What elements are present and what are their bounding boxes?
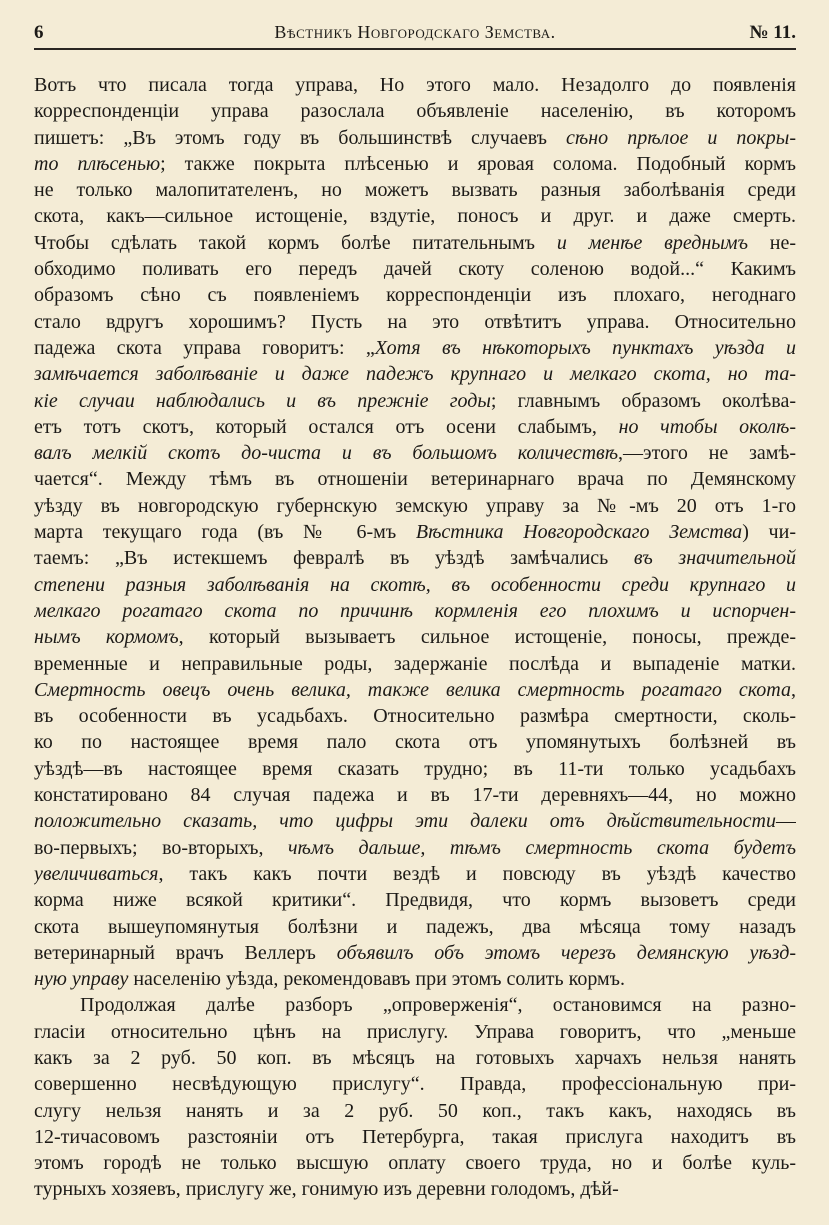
text-line	[34, 309, 796, 335]
italic-text-span: и менѣе вреднымъ	[556, 231, 748, 254]
text-span: турныхъ хозяевъ, прислугу же, гонимую изъ деревни голодомъ, дѣй-	[34, 1178, 619, 1201]
text-span: пишетъ: „Въ этомъ году въ большинствѣ случаевъ	[34, 126, 567, 149]
text-line	[34, 98, 796, 124]
text-span: ,	[791, 678, 796, 701]
italic-text-span: Смертность овецъ очень велика, также велика смертность рогатаго скота	[34, 678, 791, 701]
text-line	[34, 282, 796, 308]
text-span: скота вышеупомянутыя болѣзни и падежъ, два мѣсяца тому назадъ	[34, 915, 796, 938]
italic-text-span: нымъ кормомъ	[34, 626, 179, 649]
italic-text-span: кіе случаи наблюдались и въ прежніе годы	[34, 389, 491, 412]
text-line	[34, 519, 796, 545]
text-line	[34, 1098, 796, 1124]
italic-text-span: Хотя въ нѣкоторыхъ пунктахъ уѣзда и	[374, 336, 796, 359]
text-span: Продолжая далѣе разборъ „опроверженія“, остановимся на разно-	[80, 994, 796, 1017]
text-span: таемъ: „Въ истекшемъ февралѣ въ уѣздѣ замѣчались	[34, 547, 634, 570]
text-line	[34, 335, 796, 361]
text-span: , который вызываетъ сильное истощеніе, поносы, прежде-	[178, 626, 796, 649]
text-line	[34, 940, 796, 966]
text-line	[34, 1176, 796, 1202]
text-line	[34, 1071, 796, 1097]
text-span: слугу нельзя нанять и за 2 руб. 50 коп., такъ какъ, находясь въ	[34, 1099, 796, 1122]
text-span: корреспонденціи управа разослала объявленіе населенію, въ которомъ	[34, 100, 796, 123]
text-line	[34, 466, 796, 492]
text-line	[34, 177, 796, 203]
italic-text-span: объявилъ объ этомъ черезъ демянскую уѣзд-	[336, 941, 796, 964]
text-line	[34, 1045, 796, 1071]
text-line	[34, 125, 796, 151]
text-line	[34, 72, 796, 98]
text-span: совершенно несвѣдующую прислугу“. Правда, профессіональную при-	[34, 1073, 796, 1096]
italic-text-span: то плѣсенью	[34, 152, 161, 175]
text-line	[34, 677, 796, 703]
text-line	[34, 440, 796, 466]
text-line	[34, 703, 796, 729]
text-span: чается“. Между тѣмъ въ отношеніи ветеринарнаго врача по Демянскому	[34, 468, 796, 491]
text-line	[34, 493, 796, 519]
text-span: уѣздѣ—въ настоящее время сказать трудно; въ 11-ти только усадьбахъ	[34, 757, 796, 780]
text-line	[34, 361, 796, 387]
text-span: гласіи относительно цѣнъ на прислугу. Управа говоритъ, что „меньше	[34, 1020, 796, 1043]
text-line	[34, 992, 796, 1018]
italic-text-span: степени разныя заболѣванія на скотѣ,	[34, 573, 452, 596]
text-line	[34, 756, 796, 782]
journal-title: Вѣстникъ Новгородскаго Земства.	[274, 22, 556, 42]
text-span: етъ тотъ скотъ, который остался отъ осени слабымъ,	[34, 415, 619, 438]
text-span: населенію уѣзда, рекомендовавъ при этомъ солить кормъ.	[128, 968, 626, 991]
text-line	[34, 729, 796, 755]
italic-text-span: замѣчается заболѣваніе и даже падежъ крупнаго и мелкаго скота, но та-	[34, 363, 796, 386]
text-span: въ особенности въ усадьбахъ. Относительно размѣра смертности, сколь-	[34, 705, 796, 728]
text-span: ко по настоящее время пало скота отъ упомянутыхъ болѣзней въ	[34, 731, 796, 754]
text-line	[34, 782, 796, 808]
italic-text-span: въ значительной	[633, 547, 796, 570]
text-line	[34, 651, 796, 677]
text-line	[34, 256, 796, 282]
text-span: ветеринарный врачъ Веллеръ	[34, 941, 337, 964]
text-span: Вотъ что писала тогда управа, Но этого мало. Незадолго до появленія	[34, 74, 796, 96]
text-span: ,—этого не замѣ-	[618, 442, 796, 465]
text-span: Чтобы сдѣлать такой кормъ болѣе питательнымъ	[34, 231, 557, 254]
text-span: , такъ какъ почти вездѣ и повсюду въ уѣздѣ качество	[158, 862, 796, 885]
italic-text-span: Вѣстника Новгородскаго Земства	[415, 521, 743, 544]
text-span: марта текущаго года (въ № 6-мъ	[34, 521, 416, 544]
text-line	[34, 388, 796, 414]
italic-text-span: ную управу	[34, 968, 129, 991]
italic-text-span: сѣно прѣлое и покры-	[566, 126, 796, 149]
text-line	[34, 914, 796, 940]
italic-text-span: валъ мелкій скотъ до-чиста и въ большомъ количествѣ	[34, 442, 619, 465]
issue-number: № 11.	[749, 22, 796, 43]
page-number: 6	[34, 22, 44, 43]
text-span: ) чи-	[742, 521, 796, 544]
text-line	[34, 203, 796, 229]
text-span: не-	[747, 231, 796, 254]
text-span: какъ за 2 руб. 50 коп. въ мѣсяцъ на готовыхъ харчахъ нельзя нанять	[34, 1046, 796, 1069]
text-span: образомъ сѣно съ появленіемъ корреспонденціи изъ плохаго, негоднаго	[34, 284, 796, 307]
text-line	[34, 624, 796, 650]
text-line	[34, 1019, 796, 1045]
text-line	[34, 966, 796, 992]
text-span: временные и неправильные роды, задержаніе послѣда и выпаденіе матки.	[34, 652, 796, 675]
text-span: обходимо поливать его передъ дачей скоту соленою водой...“ Какимъ	[34, 258, 796, 281]
italic-text-span: увеличиваться	[34, 862, 159, 885]
italic-text-span: положительно сказать, что цифры эти далеки отъ дѣйствительности	[34, 810, 776, 833]
text-line	[34, 861, 796, 887]
text-line	[34, 808, 796, 834]
text-span: не только малопитателенъ, но можетъ вызвать разныя заболѣванія среди	[34, 179, 796, 202]
text-span: ; главнымъ образомъ околѣва-	[490, 389, 796, 412]
text-span: скота, какъ—сильное истощеніе, вздутіе, поносъ и друг. и даже смерть.	[34, 205, 796, 228]
text-line	[34, 1150, 796, 1176]
text-span: уѣзду въ новгородскую губернскую земскую управу за №-мъ 20 отъ 1-го	[34, 494, 796, 517]
italic-text-span: но чтобы околѣ-	[618, 415, 796, 438]
text-line	[34, 230, 796, 256]
text-span: 12-тичасовомъ разстояніи отъ Петербурга, такая прислуга находитъ въ	[34, 1125, 796, 1148]
text-line	[34, 414, 796, 440]
text-span: стало вдругъ хорошимъ? Пусть на это отвѣтитъ управа. Относительно	[34, 310, 796, 333]
text-span: констатировано 84 случая падежа и въ 17-ти деревняхъ—44, но можно	[34, 784, 796, 807]
text-line	[34, 151, 796, 177]
article-body	[34, 72, 796, 1203]
text-span: этомъ городѣ не только высшую оплату своего труда, но и болѣе куль-	[34, 1152, 796, 1175]
text-span: корма ниже всякой критики“. Предвидя, что кормъ вызоветъ среди	[34, 889, 796, 912]
italic-text-span: чѣмъ дальше, тѣмъ смертность скота будетъ	[287, 836, 796, 859]
text-span: ; также покрыта плѣсенью и яровая солома. Подобный кормъ	[160, 152, 796, 175]
text-span: во-первыхъ; во-вторыхъ,	[34, 836, 288, 859]
text-span: падежа скота управа говоритъ: „	[34, 336, 375, 359]
running-header	[34, 18, 796, 50]
text-line	[34, 835, 796, 861]
text-line	[34, 887, 796, 913]
text-span: —	[776, 810, 796, 833]
text-line	[34, 572, 796, 598]
text-line	[34, 545, 796, 571]
text-line	[34, 598, 796, 624]
italic-text-span: въ особенности среди крупнаго и	[451, 573, 796, 596]
italic-text-span: мелкаго рогатаго скота по причинѣ кормленія его плохимъ и испорчен-	[34, 599, 796, 622]
text-line	[34, 1124, 796, 1150]
